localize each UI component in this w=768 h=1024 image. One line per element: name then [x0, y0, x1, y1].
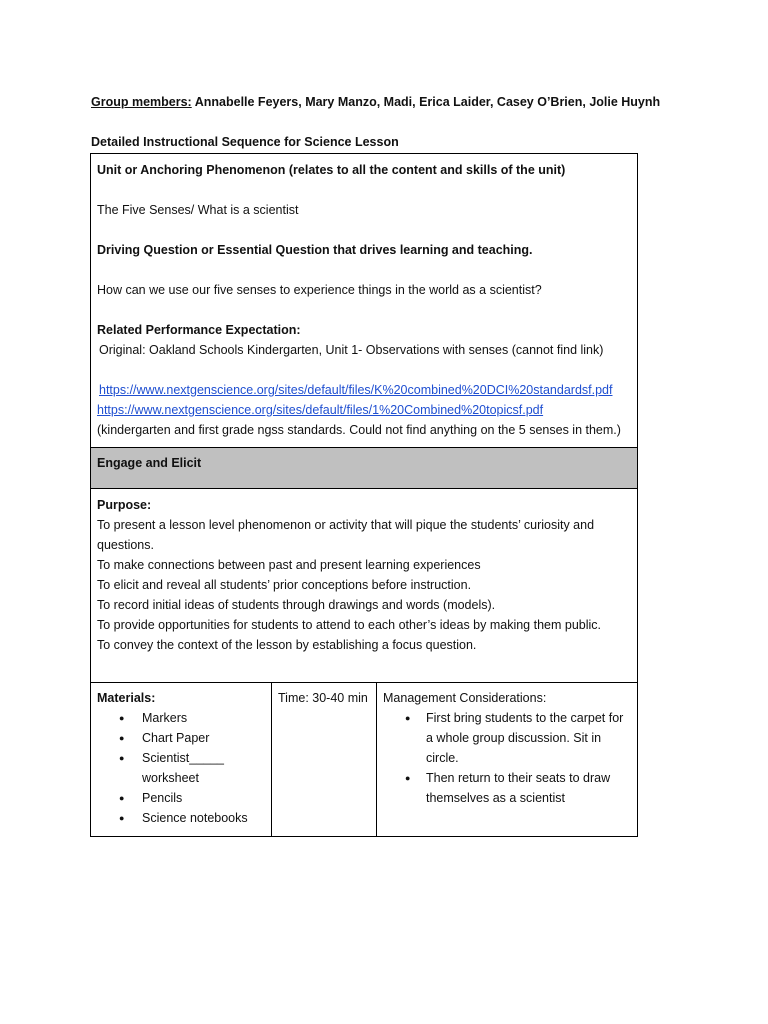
materials-list — [97, 708, 265, 828]
management-heading: Management Considerations: — [383, 691, 547, 705]
engage-elicit-heading: Engage and Elicit — [97, 456, 202, 470]
list-item: ● Science notebooks — [97, 808, 265, 828]
lesson-table — [90, 153, 638, 837]
engage-elicit-header — [91, 448, 637, 489]
purpose-line-5: To record initial ideas of students through drawings and words (models). — [97, 598, 496, 612]
group-members-line — [91, 92, 660, 112]
list-item: ● First bring students to the carpet for a whole group discussion. Sit in circle. — [383, 708, 631, 768]
unit-value: The Five Senses/ What is a scientist — [97, 203, 299, 217]
purpose-line-4: To elicit and reveal all students’ prior conceptions before instruction. — [97, 578, 472, 592]
purpose-heading: Purpose: — [97, 498, 152, 512]
purpose-section — [91, 489, 637, 683]
purpose-line-3: To make connections between past and present learning experiences — [97, 558, 481, 572]
materials-cell — [91, 683, 272, 836]
sequence-title: Detailed Instructional Sequence for Science Lesson — [91, 135, 399, 149]
list-item: ● Markers — [97, 708, 265, 728]
purpose-line-1: To present a lesson level phenomenon or activity that will pique the students’ curiosity and — [97, 518, 595, 532]
list-item: ● Chart Paper — [97, 728, 265, 748]
materials-heading: Materials: — [97, 691, 156, 705]
purpose-line-7: To convey the context of the lesson by establishing a focus question. — [97, 638, 477, 652]
list-item: ● Pencils — [97, 788, 265, 808]
time-cell — [272, 683, 377, 836]
group-members-label: Group members: — [91, 95, 192, 109]
purpose-line-2: questions. — [97, 538, 154, 552]
driving-question-value: How can we use our five senses to experience things in the world as a scientist? — [97, 283, 542, 297]
materials-row — [91, 683, 637, 836]
list-item: ● Scientist_____ worksheet — [97, 748, 265, 788]
ngss-kindergarten-link[interactable]: https://www.nextgenscience.org/sites/default/files/K%20combined%20DCI%20standardsf.pdf — [99, 383, 613, 397]
standards-note: (kindergarten and first grade ngss standards. Could not find anything on the 5 senses in them.) — [97, 423, 621, 437]
group-members-names: Annabelle Feyers, Mary Manzo, Madi, Erica Laider, Casey O’Brien, Jolie Huynh — [191, 95, 661, 109]
ngss-first-grade-link[interactable]: https://www.nextgenscience.org/sites/default/files/1%20Combined%20topicsf.pdf — [97, 403, 544, 417]
time-label: Time: 30-40 min — [278, 691, 368, 705]
list-item: ● Then return to their seats to draw themselves as a scientist — [383, 768, 631, 808]
purpose-line-6: To provide opportunities for students to attend to each other’s ideas by making them public. — [97, 618, 602, 632]
unit-section — [91, 154, 637, 448]
management-cell — [377, 683, 637, 836]
performance-expectation-original: Original: Oakland Schools Kindergarten, Unit 1- Observations with senses (cannot find link) — [99, 343, 604, 357]
unit-heading: Unit or Anchoring Phenomenon (relates to all the content and skills of the unit) — [97, 163, 566, 177]
performance-expectation-heading: Related Performance Expectation: — [97, 323, 301, 337]
driving-question-heading: Driving Question or Essential Question that drives learning and teaching. — [97, 243, 533, 257]
management-list — [383, 708, 631, 808]
